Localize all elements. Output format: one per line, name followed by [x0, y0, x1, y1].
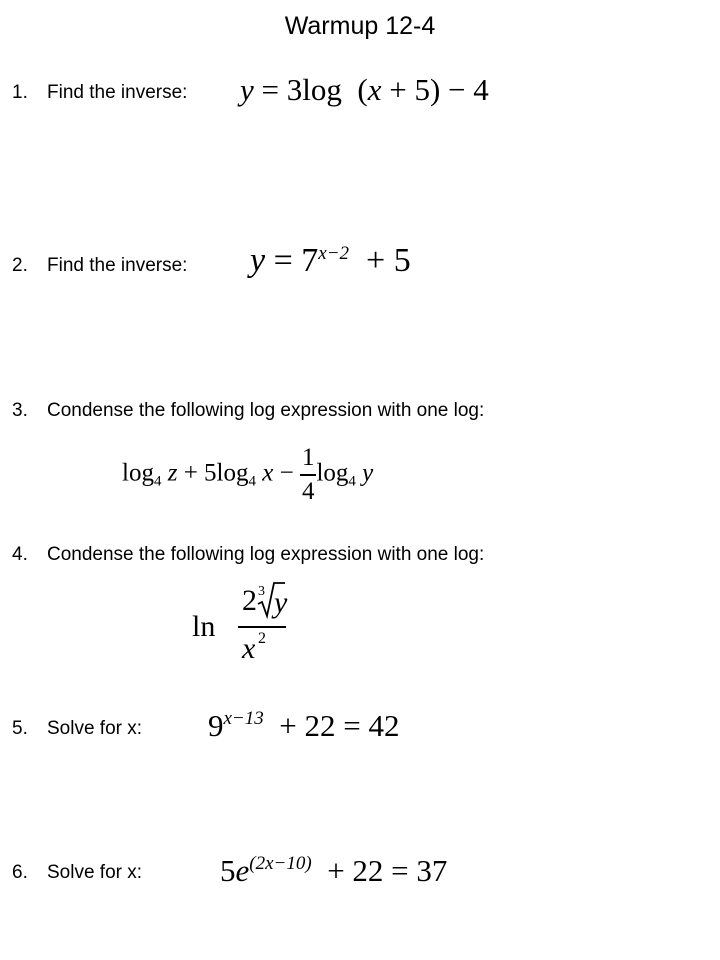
math-symbol: + 5log: [183, 459, 249, 487]
question-3: [12, 400, 484, 422]
exponent: (2x−10): [249, 853, 312, 874]
math-symbol: log: [122, 459, 154, 487]
math-symbol: x: [367, 72, 382, 107]
math-symbol: 5: [220, 853, 236, 888]
math-symbol: (: [357, 72, 368, 107]
math-symbol: 9: [208, 708, 224, 743]
exponent: x−2: [318, 243, 350, 264]
log-base: 4: [348, 473, 356, 490]
denominator: 4: [300, 474, 317, 506]
log-base: 4: [248, 473, 256, 490]
math-symbol: − 4: [448, 72, 489, 107]
question-number: 5.: [12, 718, 28, 739]
math-symbol: 3log: [286, 72, 342, 107]
math-symbol: =: [273, 242, 293, 279]
question-1: [12, 82, 187, 104]
math-symbol: y: [362, 459, 374, 487]
question-number: 6.: [12, 862, 28, 883]
math-symbol: y: [274, 586, 288, 619]
exponent: 2: [258, 630, 266, 647]
math-symbol: + 5: [389, 72, 430, 107]
equation-1: [240, 74, 489, 105]
question-prompt: Find the inverse:: [47, 82, 188, 103]
math-symbol: + 5: [366, 242, 411, 279]
question-number: 4.: [12, 544, 28, 565]
equation-2: [250, 244, 411, 278]
equation-5: [208, 710, 399, 741]
question-prompt: Find the inverse:: [47, 255, 188, 276]
equation-3: [122, 444, 373, 506]
math-symbol: y: [250, 242, 266, 279]
equation-6: [220, 855, 447, 886]
numerator: 1: [301, 444, 315, 471]
page-title: Warmup 12-4: [284, 12, 436, 40]
question-number: 1.: [12, 82, 28, 103]
fraction-bar: [238, 626, 286, 628]
math-symbol: e: [235, 853, 250, 888]
equation-4: [192, 580, 302, 670]
root-index: 3: [258, 584, 265, 599]
question-prompt: Solve for x:: [47, 862, 143, 883]
question-number: 2.: [12, 255, 28, 276]
math-symbol: x: [242, 632, 256, 665]
math-symbol: + 22 = 37: [327, 853, 448, 888]
math-symbol: + 22 = 42: [279, 708, 400, 743]
math-symbol: ): [429, 72, 441, 107]
math-symbol: z: [167, 459, 178, 487]
question-5: [12, 718, 142, 740]
exponent: x−13: [223, 708, 264, 729]
math-symbol: x: [262, 459, 274, 487]
math-symbol: 7: [301, 242, 319, 279]
question-6: [12, 862, 142, 884]
math-symbol: ln: [192, 610, 216, 643]
math-symbol: log: [316, 459, 349, 487]
math-symbol: =: [261, 72, 279, 107]
fraction: [300, 444, 317, 506]
math-symbol: y: [240, 72, 254, 107]
question-2: [12, 255, 187, 277]
math-symbol: 2: [242, 584, 257, 617]
question-prompt: Condense the following log expression with one log:: [47, 400, 485, 421]
math-symbol: −: [279, 459, 294, 487]
question-prompt: Condense the following log expression with one log:: [47, 544, 485, 565]
question-4: [12, 544, 484, 566]
question-prompt: Solve for x:: [47, 718, 143, 739]
question-number: 3.: [12, 400, 28, 421]
log-base: 4: [153, 473, 162, 490]
